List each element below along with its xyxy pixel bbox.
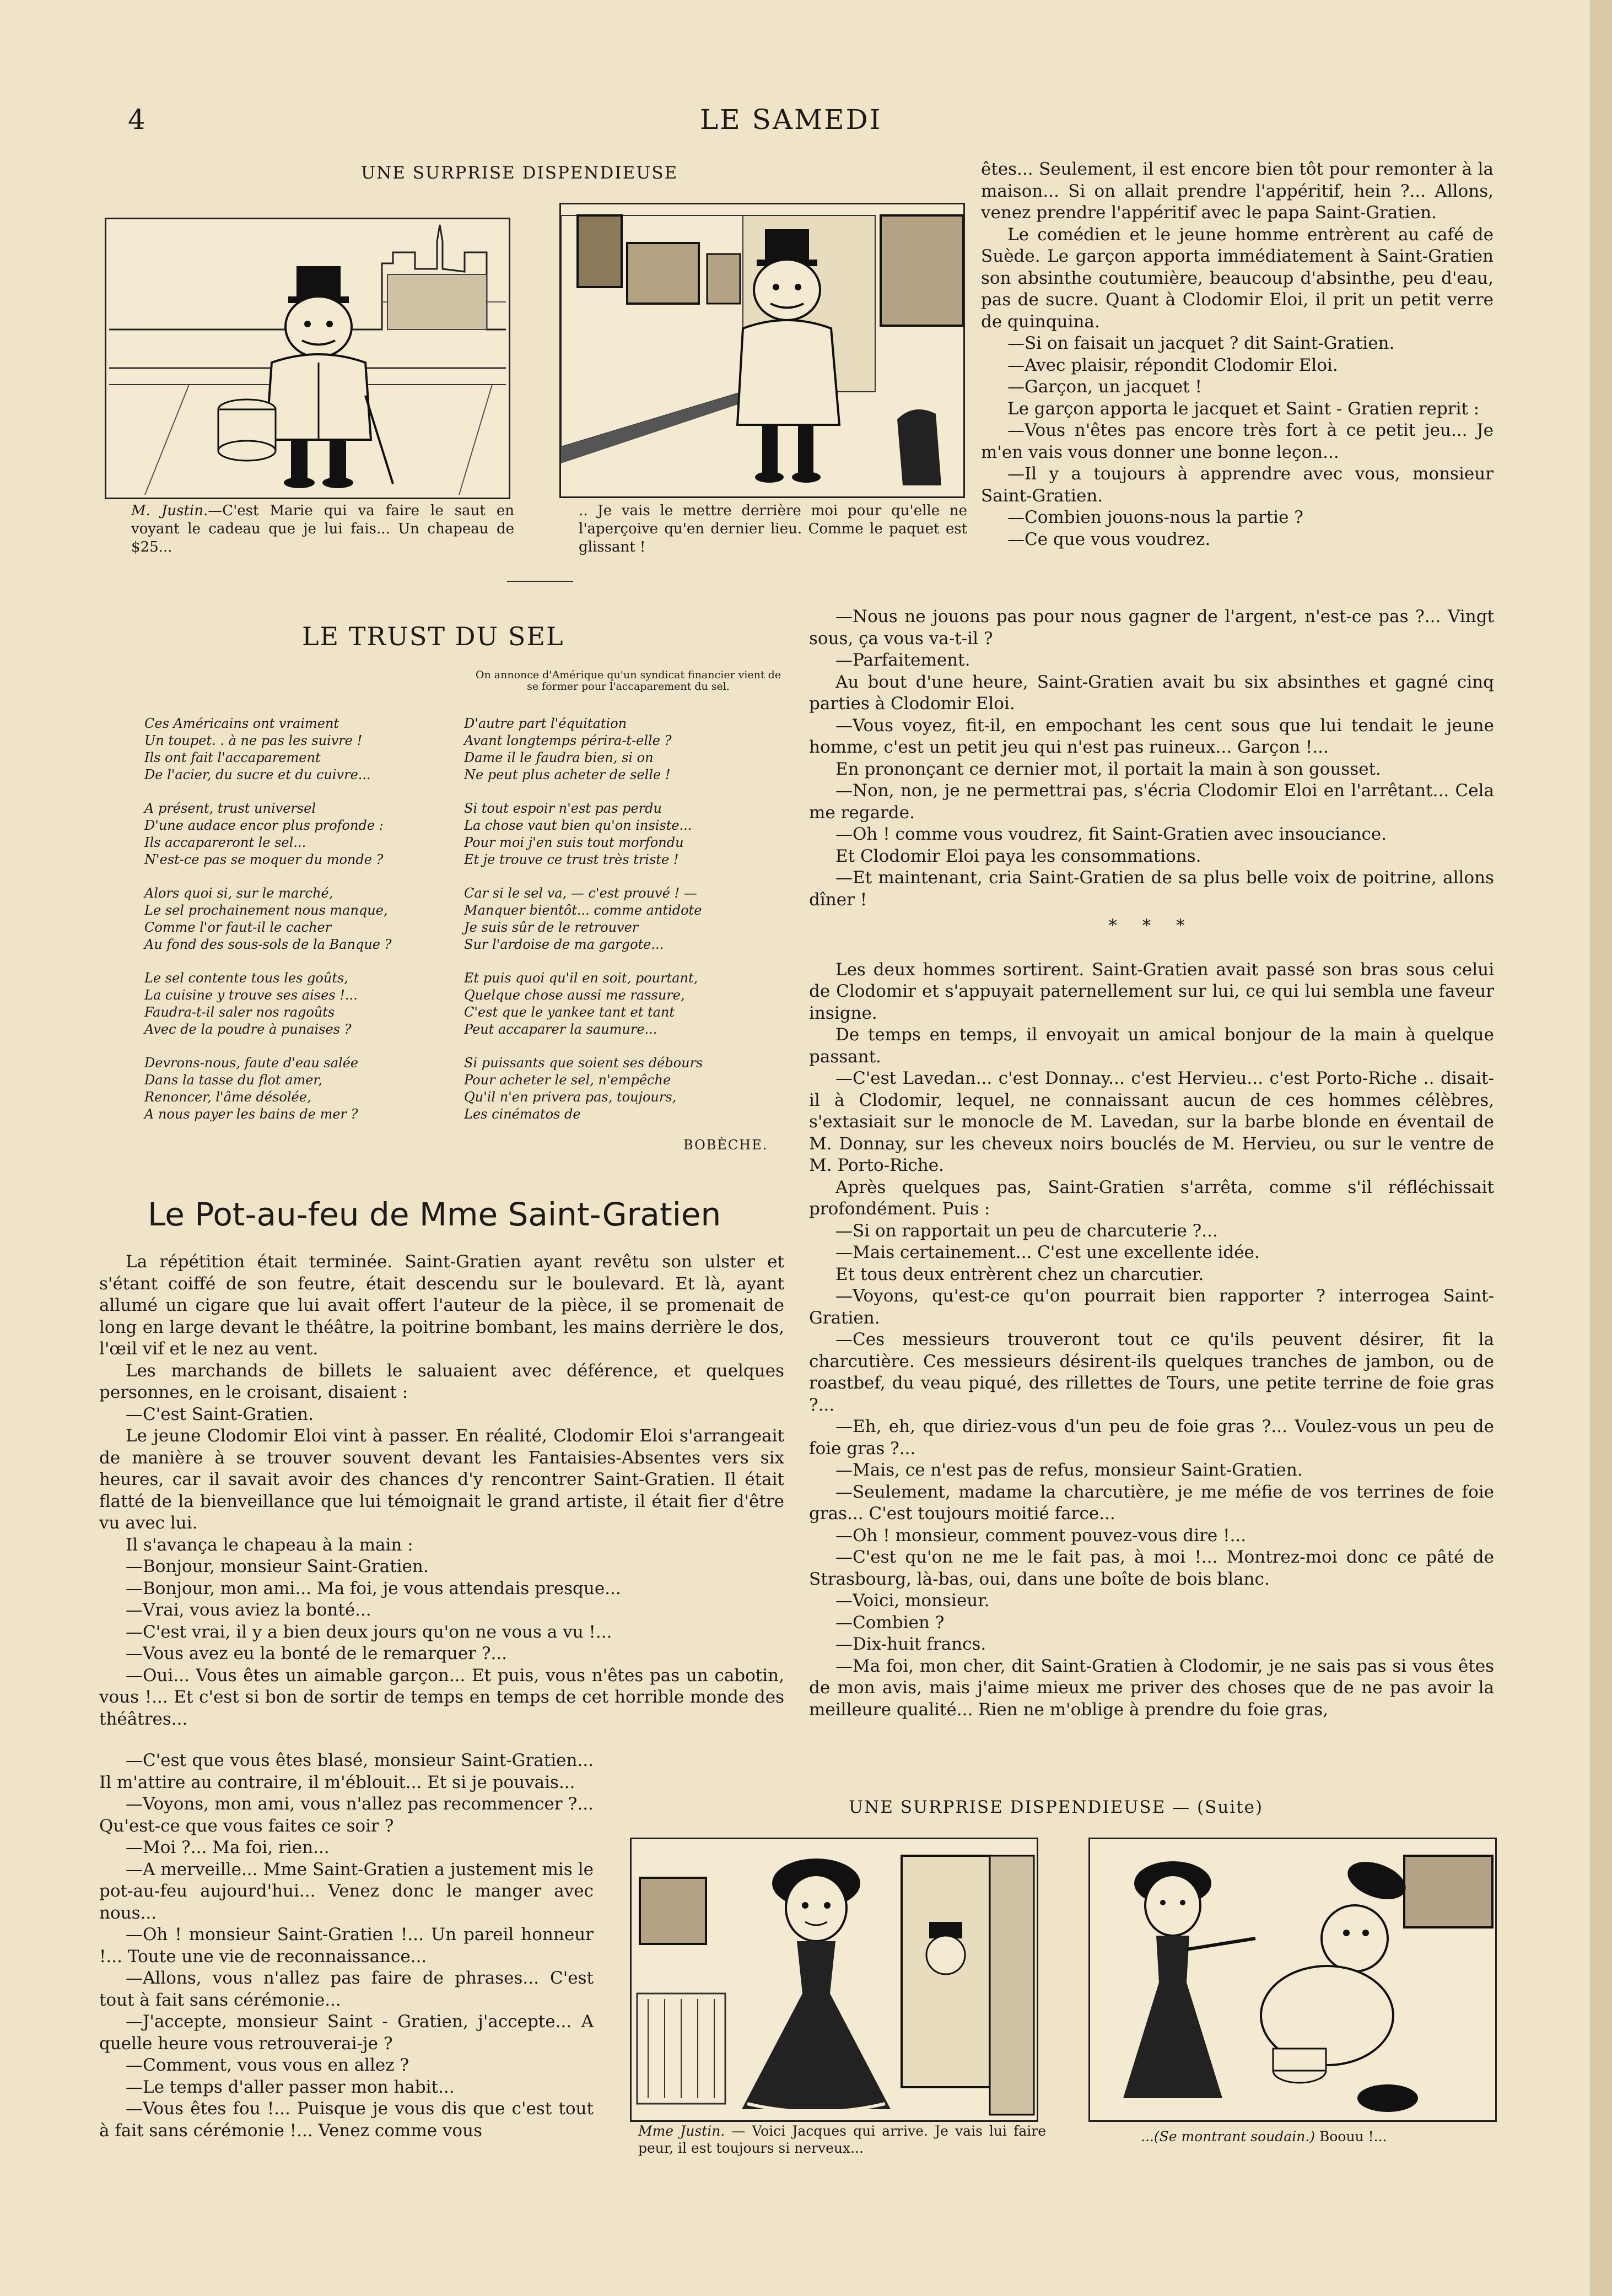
paragraph: —Mais certainement... C'est une excellente idée. <box>835 1242 1260 1262</box>
poem-line: D'une audace encor plus profonde : <box>144 818 384 833</box>
caption-text: —C'est Marie qui va faire le saut en voyant le cadeau que je lui fais... Un chapeau de $25... <box>131 503 514 555</box>
paragraph: Après quelques pas, Saint-Gratien s'arrêta, comme s'il réfléchissait profondément. Puis : <box>809 1177 1494 1219</box>
paragraph: —Voici, monsieur. <box>835 1591 990 1611</box>
poem-stanza <box>464 715 773 784</box>
paragraph: Le comédien et le jeune homme entrèrent au café de Suède. Le garçon apporta immédiatement à Saint-Gratien son absinthe coutumière, beaucoup d'absinthe, peu d'eau, pas de sucre. Quant à Clodomir Eloi, il prit un petit verre de quinquina. <box>981 224 1494 332</box>
poem-line: Avant longtemps périra-t-elle ? <box>464 733 672 748</box>
paragraph: —Allons, vous n'allez pas faire de phrases... C'est tout à fait sans cérémonie... <box>99 1968 594 2010</box>
caption-text: — Voici Jacques qui arrive. Je vais lui faire peur, il est toujours si nerveux... <box>638 2123 1047 2156</box>
paragraph: —Si on rapportait un peu de charcuterie ?... <box>835 1220 1218 1241</box>
comic-bottom-caption-right <box>1141 2128 1482 2145</box>
paragraph: êtes... Seulement, il est encore bien tôt pour remonter à la maison... Si on allait prendre l'appéritif, hein ?... Allons, venez prendre l'appéritif avec le papa Saint-Gratien. <box>981 159 1494 223</box>
poem-note: On annonce d'Amérique qu'un syndicat financier vient de se former pour l'accaparement du sel. <box>475 669 781 693</box>
poem-line: Devrons-nous, faute d'eau salée <box>144 1055 359 1071</box>
paragraph: Le jeune Clodomir Eloi vint à passer. En réalité, Clodomir Eloi s'arrangeait de manière à se trouver souvent devant les Fantaisies-Absentes vers six heures, car il savait avoir des chances d'y rencontrer Saint-Gratien. Il était flatté de la bienveillance que lui témoignait le grand artiste, il était fier d'être vu avec lui. <box>99 1426 784 1533</box>
poem-line: La chose vaut bien qu'on insiste... <box>464 818 692 833</box>
paragraph: —Bonjour, mon ami... Ma foi, je vous attendais presque... <box>126 1578 621 1598</box>
paragraph: —C'est vrai, il y a bien deux jours qu'on ne vous a vu !... <box>126 1622 612 1642</box>
paragraph: —Ces messieurs trouveront tout ce qu'ils peuvent désirer, fit la charcutière. Ces messieurs désirent-ils quelques tranches de jambon, ou de roastbef, du veau piqué, des rillettes de Tours, une petite terrine de foie gras ?... <box>809 1330 1494 1415</box>
paragraph: —Nous ne jouons pas pour nous gagner de l'argent, n'est-ce pas ?... Vingt sous, ça vous va-t-il ? <box>809 607 1494 649</box>
comic-panel-surprise <box>1088 1838 1497 2122</box>
hallway-illustration <box>561 204 963 496</box>
poem-stanza <box>144 800 442 868</box>
poem-line: Si tout espoir n'est pas perdu <box>464 801 662 816</box>
paragraph: —Non, non, je ne permettrai pas, s'écria Clodomir Eloi en l'arrêtant... Cela me regarde. <box>809 781 1494 823</box>
comic-panel-doorway <box>630 1838 1038 2122</box>
paragraph: Le garçon apporta le jacquet et Saint - Gratien reprit : <box>1007 398 1480 419</box>
story-left-column-narrow <box>99 1750 594 2142</box>
comic-top-caption-right: .. Je vais le mettre derrière moi pour qu'elle ne l'aperçoive qu'en dernier lieu. Comme le paquet est glissant ! <box>579 503 967 555</box>
paragraph: —C'est Lavedan... c'est Donnay... c'est Hervieu... c'est Porto-Riche .. disait-il à Clodomir, lequel, ne connaissant aucun de ces hommes célèbres, s'extasiait sur le monocle de M. Lavedan, sur la barbe blonde en éventail de M. Donnay, sur les cheveux noirs bouclés de M. Hervieu, ou sur le ventre de M. Porto-Riche. <box>809 1068 1494 1175</box>
poem-right-column <box>464 715 773 1139</box>
surprise-illustration <box>1090 1839 1495 2120</box>
poem-line: Ils ont fait l'accaparement <box>144 750 321 765</box>
poem-line: A présent, trust universel <box>144 801 316 816</box>
poem-line: D'autre part l'équitation <box>464 716 627 731</box>
paragraph: —Avec plaisir, répondit Clodomir Eloi. <box>1007 355 1338 375</box>
paragraph: —Combien ? <box>835 1612 945 1633</box>
paragraph: De temps en temps, il envoyait un amical bonjour de la main à quelque passant. <box>809 1025 1494 1067</box>
poem-line: Quelque chose aussi me rassure, <box>464 987 685 1003</box>
paragraph: Au bout d'une heure, Saint-Gratien avait bu six absinthes et gagné cinq parties à Clodomir Eloi. <box>809 672 1494 714</box>
poem-line: Avec de la poudre à punaises ? <box>144 1022 352 1037</box>
street-illustration <box>106 219 509 498</box>
paragraph: —Parfaitement. <box>835 650 971 670</box>
poem-line: La cuisine y trouve ses aises !... <box>144 987 358 1003</box>
poem-line: Et puis quoi qu'il en soit, pourtant, <box>464 970 698 986</box>
paragraph: —Vrai, vous aviez la bonté... <box>126 1600 371 1620</box>
comic-top-title: UNE SURPRISE DISPENDIEUSE <box>361 163 678 183</box>
poem-line: Ils accapareront le sel... <box>144 835 306 850</box>
paragraph: —Moi ?... Ma foi, rien... <box>126 1838 330 1857</box>
paragraph: —Oh ! comme vous voudrez, fit Saint-Gratien avec insouciance. <box>835 824 1387 844</box>
paragraph: —Oh ! monsieur Saint-Gratien !... Un pareil honneur !... Toute une vie de reconnaissance... <box>99 1925 594 1967</box>
poem-line: Car si le sel va, — c'est prouvé ! — <box>464 885 697 901</box>
poem-line: Ne peut plus acheter de selle ! <box>464 767 671 782</box>
paragraph: —Il y a toujours à apprendre avec vous, monsieur Saint-Gratien. <box>981 464 1494 506</box>
paragraph: —Mais, ce n'est pas de refus, monsieur Saint-Gratien. <box>835 1460 1303 1480</box>
poem-line: Sur l'ardoise de ma gargote... <box>464 937 664 952</box>
poem-line: Dame il le faudra bien, si on <box>464 750 654 765</box>
poem-left-column <box>144 715 442 1139</box>
poem-title: LE TRUST DU SEL <box>302 622 564 651</box>
paragraph: Et Clodomir Eloi paya les consommations. <box>835 846 1201 866</box>
paragraph: —Voyons, mon ami, vous n'allez pas recommencer ?... Qu'est-ce que vous faites ce soir ? <box>99 1794 594 1836</box>
paragraph: —Vous n'êtes pas encore très fort à ce petit jeu... Je m'en vais vous donner une bonne leçon... <box>981 420 1494 462</box>
paragraph: —A merveille... Mme Saint-Gratien a justement mis le pot-au-feu aujourd'hui... Venez donc le manger avec nous... <box>99 1859 594 1923</box>
poem-line: Comme l'or faut-il le cacher <box>144 920 332 935</box>
comic-top-caption-left <box>131 502 514 557</box>
caption-text: Boouu !... <box>1319 2128 1387 2144</box>
paragraph: Et tous deux entrèrent chez un charcutier. <box>835 1264 1204 1284</box>
poem-stanza <box>144 715 442 784</box>
poem-line: Alors quoi si, sur le marché, <box>144 885 333 901</box>
comic-bottom-caption-left <box>638 2122 1046 2157</box>
poem-line: Ces Américains ont vraiment <box>144 716 339 731</box>
story-right-column-top <box>981 159 1494 550</box>
paragraph: —Et maintenant, cria Saint-Gratien de sa plus belle voix de poitrine, allons dîner ! <box>809 868 1494 910</box>
paragraph: —C'est qu'on ne me le fait pas, à moi !... Montrez-moi donc ce pâté de Strasbourg, là-bas, oui, dans une boîte de bois blanc. <box>809 1547 1494 1589</box>
paragraph: —Bonjour, monsieur Saint-Gratien. <box>126 1557 429 1576</box>
poem-line: Pour moi j'en suis tout morfondu <box>464 835 684 850</box>
poem-line: Renoncer, l'âme désolée, <box>144 1089 311 1105</box>
paragraph: —Oh ! monsieur, comment pouvez-vous dire !... <box>835 1525 1247 1546</box>
story-right-column-main <box>809 606 1494 1721</box>
poem-stanza <box>464 885 773 953</box>
poem-line: A nous payer les bains de mer ? <box>144 1106 358 1122</box>
poem-signature: BOBÈCHE. <box>683 1137 768 1153</box>
section-break: * * * <box>1108 916 1195 936</box>
poem-line: Faudra-t-il saler nos ragoûts <box>144 1004 335 1020</box>
poem-line: N'est-ce pas se moquer du monde ? <box>144 852 384 867</box>
paragraph: —Garçon, un jacquet ! <box>1007 377 1202 397</box>
poem-line: Manquer bientôt... comme antidote <box>464 903 702 918</box>
poem-stanza <box>144 885 442 953</box>
paragraph: —Vous êtes fou !... Puisque je vous dis que c'est tout à fait sans cérémonie !... Venez comme vous <box>99 2099 594 2141</box>
paragraph: —Eh, eh, que diriez-vous d'un peu de foie gras ?... Voulez-vous un peu de foie gras ?... <box>809 1417 1494 1458</box>
poem-line: Le sel prochainement nous manque, <box>144 903 388 918</box>
comic-bottom-title: UNE SURPRISE DISPENDIEUSE — (Suite) <box>849 1797 1264 1817</box>
page-edge <box>1590 0 1612 2296</box>
caption-speaker: Mme Justin. <box>638 2123 725 2139</box>
poem-line: Qu'il n'en privera pas, toujours, <box>464 1089 677 1105</box>
poem-line: Et je trouve ce trust très triste ! <box>464 852 679 867</box>
story-left-column-wide <box>99 1251 784 1730</box>
poem-stanza <box>464 1055 773 1123</box>
paragraph: En prononçant ce dernier mot, il portait la main à son gousset. <box>835 759 1381 779</box>
poem-line: Pour acheter le sel, n'empêche <box>464 1072 671 1088</box>
caption-speaker: M. Justin. <box>131 503 208 519</box>
paragraph: Les marchands de billets le saluaient avec déférence, et quelques personnes, en le croisant, disaient : <box>99 1360 784 1402</box>
paragraph: —Voyons, qu'est-ce qu'on pourrait bien rapporter ? interrogea Saint-Gratien. <box>809 1286 1494 1328</box>
poem-line: Le sel contente tous les goûts, <box>144 970 348 986</box>
caption-aside: ...(Se montrant soudain.) <box>1141 2128 1316 2144</box>
paragraph: —Dix-huit francs. <box>835 1634 986 1654</box>
masthead-title: LE SAMEDI <box>700 104 882 136</box>
poem-line: Je suis sûr de le retrouver <box>464 920 639 935</box>
paragraph: —Ce que vous voudrez. <box>1007 529 1211 549</box>
paragraph: —Combien jouons-nous la partie ? <box>1007 507 1303 527</box>
paragraph: Il s'avança le chapeau à la main : <box>126 1535 413 1555</box>
poem-stanza <box>144 970 442 1038</box>
poem-line: Dans la tasse du flot amer, <box>144 1072 322 1088</box>
page-number: 4 <box>128 104 145 136</box>
poem-line: C'est que le yankee tant et tant <box>464 1004 675 1020</box>
paragraph: —Vous avez eu la bonté de le remarquer ?... <box>126 1644 508 1663</box>
poem-line: Les cinématos de <box>464 1106 581 1122</box>
paragraph: —Si on faisait un jacquet ? dit Saint-Gratien. <box>1007 333 1395 353</box>
paragraph: —Seulement, madame la charcutière, je me méfie de vos terrines de foie gras... C'est toujours moitié farce... <box>809 1482 1494 1524</box>
paragraph: —Le temps d'aller passer mon habit... <box>126 2077 455 2097</box>
doorway-illustration <box>632 1839 1037 2120</box>
comic-panel-hallway <box>559 203 965 498</box>
poem-line: Au fond des sous-sols de la Banque ? <box>144 937 392 952</box>
poem-stanza <box>464 970 773 1038</box>
story-title: Le Pot-au-feu de Mme Saint-Gratien <box>148 1196 721 1233</box>
paragraph: —J'accepte, monsieur Saint - Gratien, j'accepte... A quelle heure vous retrouverai-je ? <box>99 2012 594 2054</box>
poem-line: Si puissants que soient ses débours <box>464 1055 703 1071</box>
paragraph: —Vous voyez, fit-il, en empochant les cent sous que lui tendait le jeune homme, c'est un petit jeu qui n'est pas ruineux... Garçon !... <box>809 715 1494 757</box>
paragraph: —Oui... Vous êtes un aimable garçon... Et puis, vous n'êtes pas un cabotin, vous !... Et c'est si bon de sortir de temps en temps de cet horrible monde des théâtres... <box>99 1665 784 1729</box>
paragraph: —Ma foi, mon cher, dit Saint-Gratien à Clodomir, je ne sais pas si vous êtes de mon avis, mais j'aime mieux me priver des choses que de ne pas avoir la meilleure qualité... Rien ne m'oblige à prendre du foie gras, <box>809 1656 1494 1720</box>
paragraph: —C'est que vous êtes blasé, monsieur Saint-Gratien... Il m'attire au contraire, il m'éblouit... Et si je pouvais... <box>99 1751 594 1792</box>
poem-stanza <box>464 800 773 868</box>
poem-stanza <box>144 1055 442 1123</box>
paragraph: —Comment, vous vous en allez ? <box>126 2055 409 2075</box>
paragraph: —C'est Saint-Gratien. <box>126 1404 314 1424</box>
separator-rule <box>507 581 573 582</box>
paragraph: La répétition était terminée. Saint-Gratien ayant revêtu son ulster et s'étant coiffé de son feutre, était descendu sur le boulevard. Et là, ayant allumé un cigare que lui avait offert l'auteur de la pièce, il se promenait de long en large devant le théâtre, la poitrine bombant, les mains derrière le dos, l'œil vif et le nez au vent. <box>99 1252 784 1359</box>
poem-line: De l'acier, du sucre et du cuivre... <box>144 767 371 782</box>
poem-line: Peut accaparer la saumure... <box>464 1022 657 1037</box>
comic-panel-street <box>105 218 510 499</box>
poem-line: Un toupet. . à ne pas les suivre ! <box>144 733 363 748</box>
paragraph: Les deux hommes sortirent. Saint-Gratien avait passé son bras sous celui de Clodomir et s'appuyait paternellement sur lui, ce qui lui sembla une faveur insigne. <box>809 959 1494 1023</box>
